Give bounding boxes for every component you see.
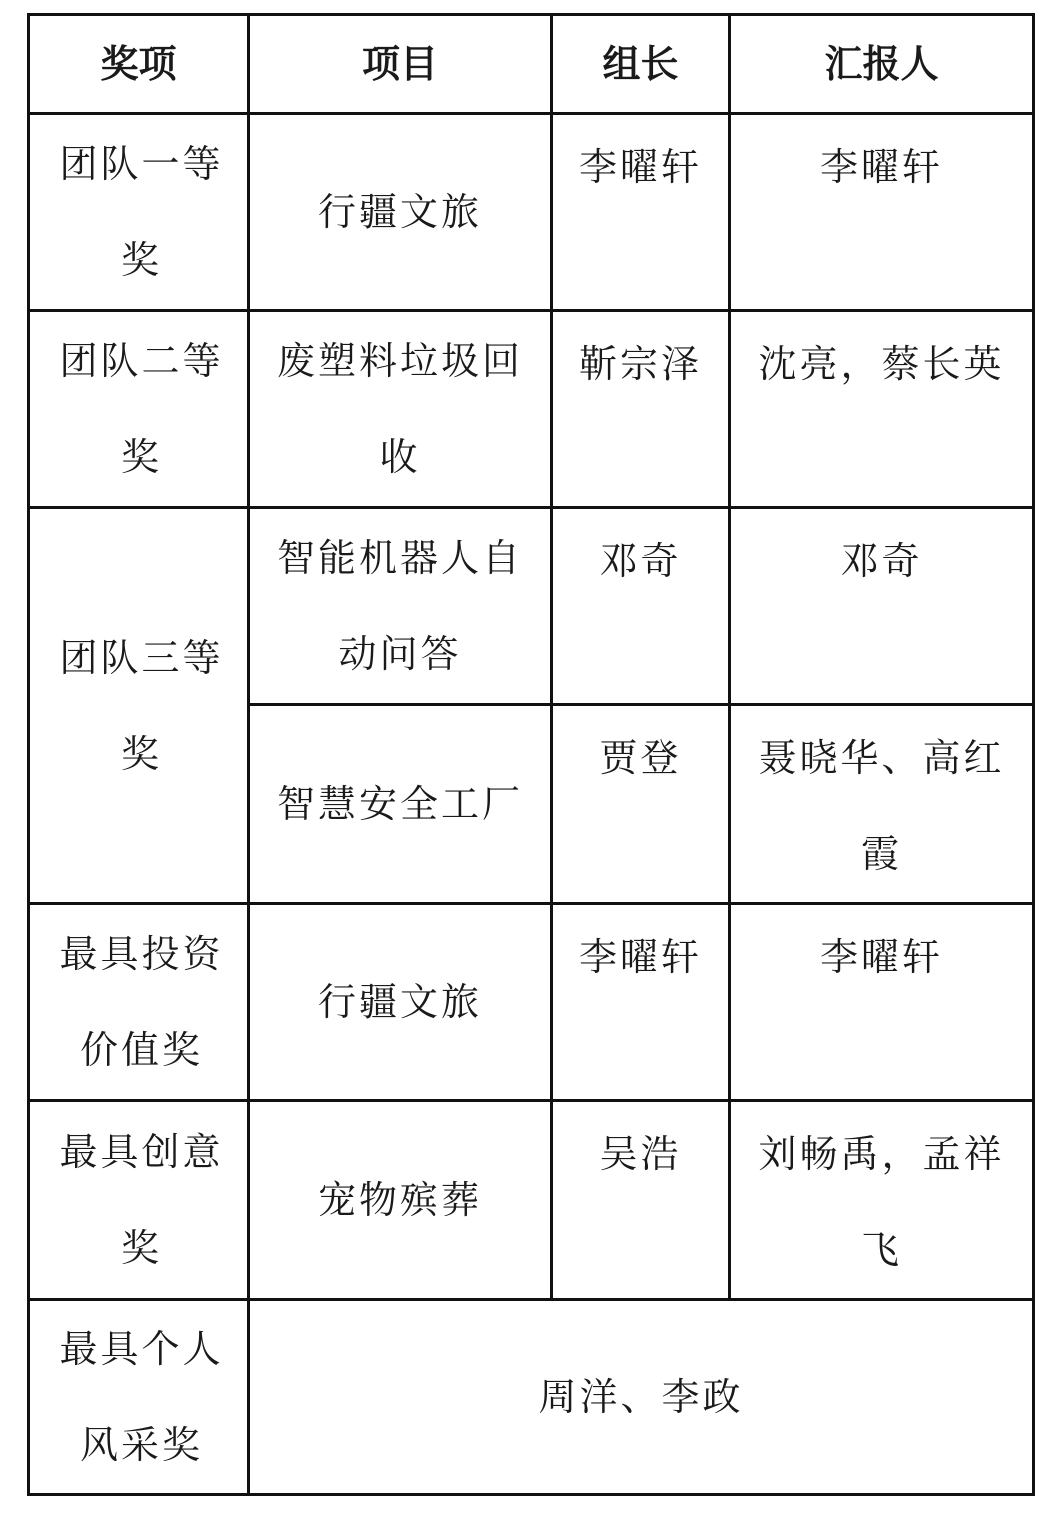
- table-row: [29, 311, 1034, 508]
- table-row: [29, 904, 1034, 1101]
- project-text: 智慧安全工厂: [276, 782, 523, 826]
- project-text: 行疆文旅: [317, 980, 482, 1024]
- reporter-cell: [730, 1101, 1034, 1300]
- leader-cell: [552, 114, 730, 311]
- award-cell: [29, 1101, 249, 1300]
- award-cell: [29, 311, 249, 508]
- leader-text: 李曜轩: [578, 935, 702, 979]
- award-cell: [29, 904, 249, 1101]
- leader-text: 邓奇: [599, 539, 682, 583]
- reporter-cell: [730, 508, 1034, 705]
- award-text: 团队一等奖: [59, 142, 224, 282]
- reporter-cell: [730, 114, 1034, 311]
- leader-cell: [552, 705, 730, 904]
- award-text: 团队三等奖: [59, 635, 224, 776]
- leader-cell: [552, 508, 730, 705]
- header-row: [29, 15, 1034, 114]
- award-cell: [29, 114, 249, 311]
- reporter-text: 李曜轩: [819, 935, 943, 979]
- header-project: 项目: [249, 15, 552, 114]
- project-cell: [249, 904, 552, 1101]
- leader-cell: [552, 1101, 730, 1300]
- project-text: 废塑料垃圾回收: [276, 339, 523, 479]
- leader-text: 贾登: [599, 736, 682, 780]
- header-leader: 组长: [552, 15, 730, 114]
- reporter-cell: [730, 705, 1034, 904]
- table-row: [29, 508, 1034, 705]
- leader-text: 靳宗泽: [578, 342, 702, 386]
- header-award: 奖项: [29, 15, 249, 114]
- leader-cell: [552, 904, 730, 1101]
- reporter-cell: [730, 904, 1034, 1101]
- project-cell: [249, 705, 552, 904]
- reporter-text: 沈亮，蔡长英: [758, 342, 1005, 386]
- winners-text: 周洋、李政: [538, 1375, 744, 1419]
- reporter-text: 邓奇: [840, 539, 923, 583]
- leader-text: 李曜轩: [578, 145, 702, 189]
- project-cell: [249, 508, 552, 705]
- merged-winners-cell: [249, 1300, 1034, 1495]
- table-row: [29, 1101, 1034, 1300]
- reporter-text: 刘畅禹，孟祥飞: [758, 1132, 1005, 1272]
- reporter-cell: [730, 311, 1034, 508]
- project-cell: [249, 114, 552, 311]
- project-text: 行疆文旅: [317, 190, 482, 234]
- award-text: 最具个人风采奖: [59, 1327, 224, 1467]
- reporter-text: 李曜轩: [819, 145, 943, 189]
- award-cell: [29, 508, 249, 904]
- header-reporter: 汇报人: [730, 15, 1034, 114]
- project-text: 智能机器人自动问答: [276, 536, 523, 676]
- award-text: 最具投资价值奖: [59, 932, 224, 1072]
- award-cell: [29, 1300, 249, 1495]
- table-row: [29, 114, 1034, 311]
- leader-text: 吴浩: [599, 1132, 682, 1176]
- leader-cell: [552, 311, 730, 508]
- table-row: [29, 1300, 1034, 1495]
- project-text: 宠物殡葬: [317, 1178, 482, 1222]
- reporter-text: 聂晓华、高红霞: [758, 736, 1005, 876]
- project-cell: [249, 1101, 552, 1300]
- award-text: 团队二等奖: [59, 339, 224, 479]
- project-cell: [249, 311, 552, 508]
- award-text: 最具创意奖: [59, 1130, 224, 1270]
- award-table: [27, 13, 1035, 1496]
